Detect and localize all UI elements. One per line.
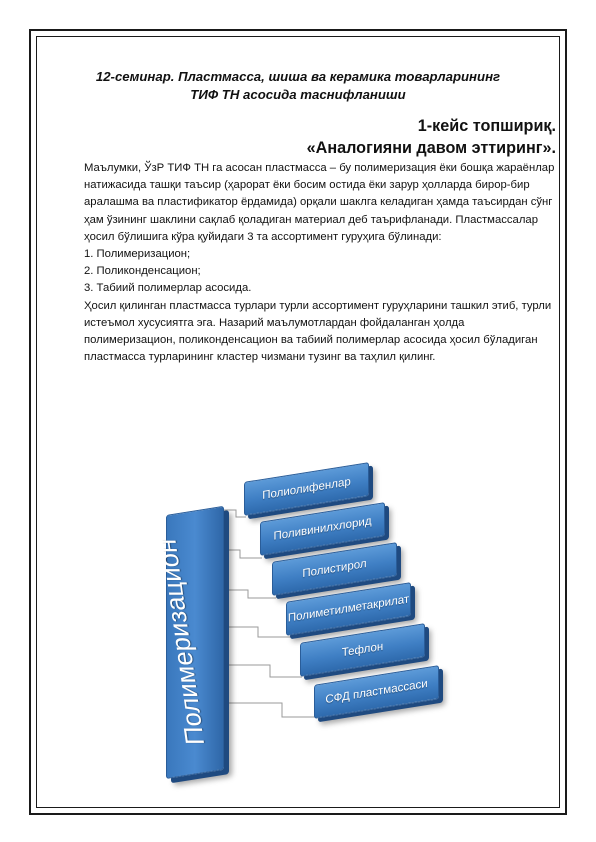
body-text bbox=[84, 160, 559, 366]
connector-line bbox=[224, 590, 276, 598]
connector-line bbox=[224, 665, 302, 677]
case-heading: 1-кейс топшириқ. bbox=[417, 117, 556, 135]
list-item: 3. Табиий полимерлар асосида. bbox=[84, 282, 252, 295]
paragraph-intro: Маълумки, ЎзР ТИФ ТН га асосан пластмасса – бу полимеризация ёки бошқа жараёнлар натижасида ташқи таъсир (ҳарорат ёки босим остида ёки зарур ҳолларда бирор-бир аралашма ва пластификатор ёрдамида) орқали шаклга келадиган ҳамда таъсирдан сўнг ҳам ўзининг шаклини сақлаб қоладиган материал деб таърифланади. Пластмассалар ҳосил бўлишига кўра қуйидаги 3 та ассортимент гуруҳига бўлинади: bbox=[84, 162, 555, 243]
cluster-item-label: Полиметилметакрилат bbox=[287, 593, 410, 625]
cluster-item-label: Поливинилхлорид bbox=[273, 515, 372, 543]
connector-line bbox=[224, 510, 246, 517]
connector-line bbox=[224, 627, 290, 637]
list-item: 1. Полимеризацион; bbox=[84, 248, 191, 261]
cluster-item-label: Тефлон bbox=[341, 640, 384, 660]
seminar-title-line2: ТИФ ТН асосида таснифланиши bbox=[190, 87, 406, 102]
paragraph-task: Ҳосил қилинган пластмасса турлари турли ассортимент гуруҳларини ташкил этиб, турли истеъмол хусусиятга эга. Назарий маълумотлардан фойдаланган ҳолда полимеризацион, поликонденсацион ва табиий полимерлар асосида ҳосил бўладиган пластмасса турларининг кластер чизмани тузинг ва таҳлил қилинг. bbox=[84, 299, 552, 364]
cluster-item-label: Полистирол bbox=[302, 557, 367, 581]
connector-line bbox=[224, 550, 262, 558]
list-item: 2. Поликонденсацион; bbox=[84, 265, 201, 278]
main-category-label: Полимеризацион bbox=[151, 538, 211, 745]
cluster-diagram bbox=[140, 455, 460, 775]
connector-line bbox=[224, 703, 316, 717]
case-subheading: «Аналогияни давом эттиринг». bbox=[306, 139, 556, 157]
cluster-item-label: Полиолифенлар bbox=[262, 475, 351, 503]
seminar-title-line1: 12-семинар. Пластмасса, шиша ва керамика товарларининг bbox=[95, 69, 501, 84]
cluster-item-label: СФД пластмассаси bbox=[325, 677, 428, 707]
